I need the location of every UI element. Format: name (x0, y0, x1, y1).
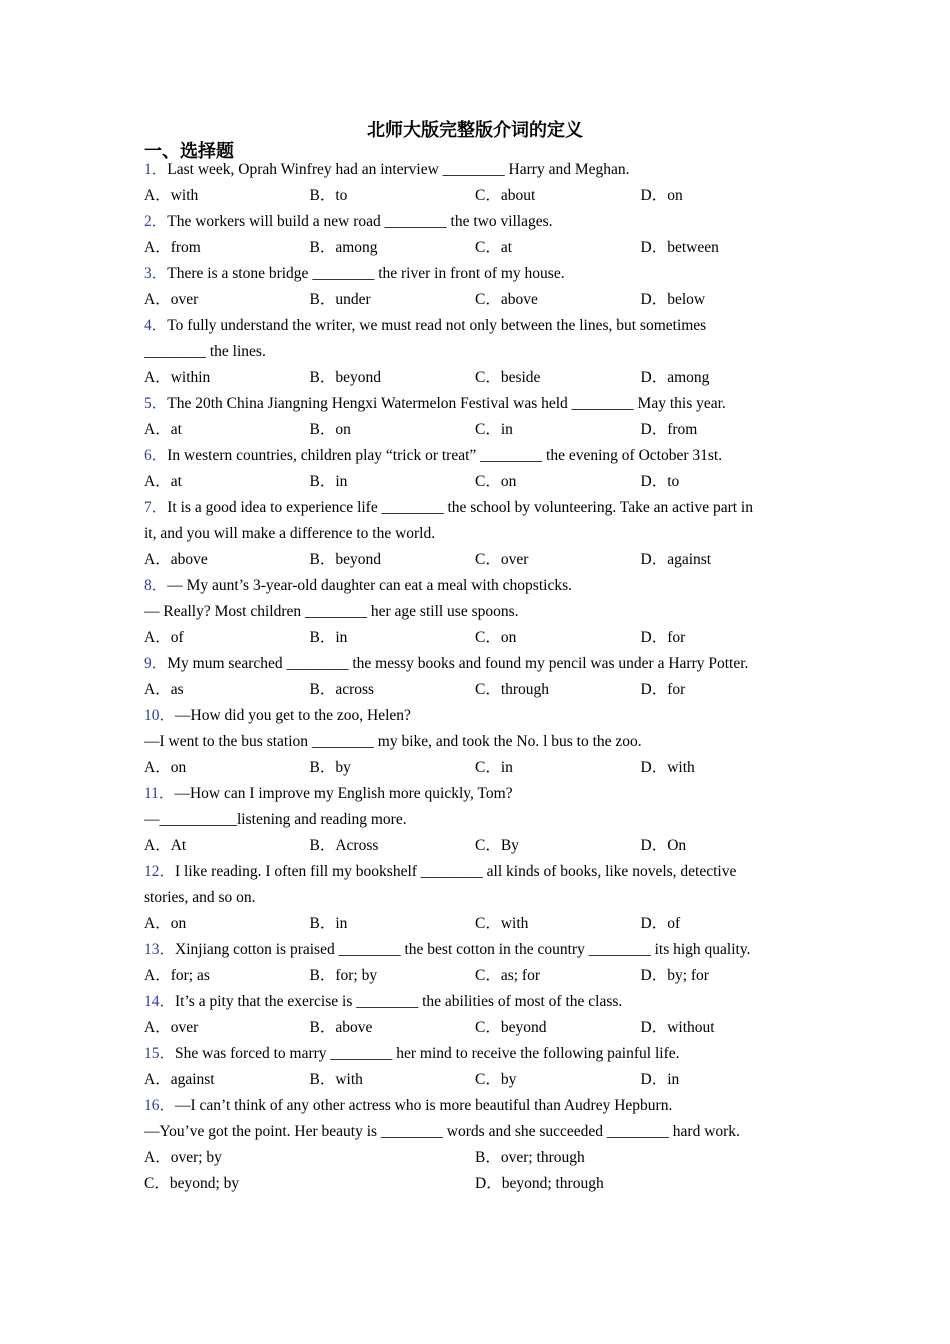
question-number: 15． (144, 1045, 176, 1062)
answer-option[interactable]: D．on (640, 187, 683, 204)
question-item (144, 703, 814, 781)
question-stem (144, 495, 814, 521)
answer-options (144, 1067, 814, 1093)
question-number: 9． (144, 655, 168, 672)
question-item (144, 859, 814, 937)
answer-options (144, 547, 814, 573)
answer-option[interactable]: C．By (475, 837, 519, 854)
answer-option[interactable]: B．Across (309, 837, 379, 854)
question-stem (144, 703, 814, 729)
question-text: it, and you will make a difference to the world. (144, 525, 436, 542)
answer-option[interactable]: C．in (475, 421, 513, 438)
question-text: Last week, Oprah Winfrey had an interview ________ Harry and Meghan. (167, 161, 630, 178)
answer-option[interactable]: B．beyond (309, 551, 381, 568)
answer-option[interactable]: C．through (475, 681, 550, 698)
question-item (144, 157, 814, 209)
question-number: 7． (144, 499, 168, 516)
answer-option[interactable]: D．for (640, 629, 686, 646)
answer-options (144, 833, 814, 859)
question-text: stories, and so on. (144, 889, 256, 906)
answer-option[interactable]: C．on (475, 629, 517, 646)
question-line (144, 521, 814, 547)
answer-option[interactable]: B．on (309, 421, 351, 438)
question-stem (144, 573, 814, 599)
question-text: —I can’t think of any other actress who is more beautiful than Audrey Hepburn. (175, 1097, 673, 1114)
question-item (144, 651, 814, 703)
answer-option[interactable]: B．in (309, 473, 348, 490)
answer-option[interactable]: D．beyond; through (475, 1175, 604, 1192)
question-text: There is a stone bridge ________ the river in front of my house. (167, 265, 565, 282)
answer-options (144, 755, 814, 781)
question-number: 3． (144, 265, 168, 282)
answer-option[interactable]: A．at (144, 421, 182, 438)
answer-option[interactable]: D．below (640, 291, 706, 308)
answer-options (144, 625, 814, 651)
question-text: Xinjiang cotton is praised ________ the best cotton in the country ________ its high quality. (175, 941, 751, 958)
question-text: It is a good idea to experience life ________ the school by volunteering. Take an active part in (167, 499, 753, 516)
answer-option[interactable]: A．above (144, 551, 208, 568)
question-stem (144, 781, 814, 807)
question-item (144, 1093, 814, 1197)
question-stem (144, 1093, 814, 1119)
question-number: 5． (144, 395, 168, 412)
question-line (144, 807, 814, 833)
question-text: —I went to the bus station ________ my bike, and took the No. l bus to the zoo. (144, 733, 642, 750)
answer-option[interactable]: B．under (309, 291, 371, 308)
answer-options (144, 183, 814, 209)
question-number: 14． (144, 993, 176, 1010)
answer-option[interactable]: D．from (640, 421, 698, 438)
answer-option[interactable]: A．for; as (144, 967, 210, 984)
answer-option[interactable]: A．of (144, 629, 184, 646)
answer-option[interactable]: C．by (475, 1071, 517, 1088)
answer-options (144, 963, 814, 989)
answer-option[interactable]: B．to (309, 187, 348, 204)
question-stem (144, 391, 814, 417)
answer-option[interactable]: B．by (309, 759, 351, 776)
answer-option[interactable]: A．over; by (144, 1149, 222, 1166)
answer-options (144, 1015, 814, 1041)
answer-option[interactable]: A．from (144, 239, 201, 256)
question-text: —How did you get to the zoo, Helen? (175, 707, 411, 724)
question-line (144, 885, 814, 911)
answer-option[interactable]: D．by; for (640, 967, 709, 984)
question-item (144, 261, 814, 313)
answer-option[interactable]: D．of (640, 915, 681, 932)
answer-option[interactable]: B．in (309, 915, 348, 932)
answer-option[interactable]: A．over (144, 1019, 199, 1036)
question-text: The workers will build a new road ________ the two villages. (167, 213, 553, 230)
answer-option[interactable]: A．with (144, 187, 199, 204)
question-number: 6． (144, 447, 168, 464)
question-stem (144, 651, 814, 677)
answer-option[interactable]: D．in (640, 1071, 680, 1088)
question-item (144, 937, 814, 989)
answer-option[interactable]: D．without (640, 1019, 715, 1036)
question-stem (144, 989, 814, 1015)
answer-options (144, 417, 814, 443)
question-stem (144, 157, 814, 183)
answer-option[interactable]: B．with (309, 1071, 363, 1088)
answer-options (144, 469, 814, 495)
answer-option[interactable]: B．across (309, 681, 375, 698)
question-line (144, 599, 814, 625)
answer-option[interactable]: D．On (640, 837, 687, 854)
answer-option[interactable]: D．with (640, 759, 695, 776)
question-item (144, 391, 814, 443)
question-number: 13． (144, 941, 176, 958)
question-item (144, 989, 814, 1041)
answer-option[interactable]: B．for; by (309, 967, 378, 984)
question-stem (144, 313, 814, 339)
answer-options (144, 1145, 814, 1197)
question-text: ________ the lines. (144, 343, 266, 360)
question-line (144, 1119, 814, 1145)
answer-options (144, 287, 814, 313)
answer-option[interactable]: B．over; through (475, 1149, 585, 1166)
question-stem (144, 1041, 814, 1067)
question-text: — Really? Most children ________ her age still use spoons. (144, 603, 519, 620)
question-text: — My aunt’s 3-year-old daughter can eat a meal with chopsticks. (167, 577, 572, 594)
question-stem (144, 209, 814, 235)
answer-option[interactable]: D．among (640, 369, 710, 386)
question-item (144, 209, 814, 261)
question-number: 16． (144, 1097, 176, 1114)
answer-options (144, 365, 814, 391)
question-number: 12． (144, 863, 176, 880)
answer-option[interactable]: D．between (640, 239, 719, 256)
answer-option[interactable]: B．in (309, 629, 348, 646)
question-text: —How can I improve my English more quickly, Tom? (174, 785, 513, 802)
answer-option[interactable]: A．against (144, 1071, 215, 1088)
answer-option[interactable]: C．as; for (475, 967, 541, 984)
question-item (144, 573, 814, 651)
question-text: —You’ve got the point. Her beauty is ________ words and she succeeded ________ hard work. (144, 1123, 740, 1140)
question-item (144, 781, 814, 859)
answer-option[interactable]: A．on (144, 915, 187, 932)
question-text: —__________listening and reading more. (144, 811, 407, 828)
question-item (144, 495, 814, 573)
answer-option[interactable]: A．within (144, 369, 211, 386)
question-stem (144, 261, 814, 287)
answer-option[interactable]: B．among (309, 239, 378, 256)
answer-option[interactable]: C．in (475, 759, 513, 776)
question-line (144, 339, 814, 365)
answer-option[interactable]: A．at (144, 473, 182, 490)
question-item (144, 443, 814, 495)
answer-options (144, 235, 814, 261)
question-item (144, 1041, 814, 1093)
answer-option[interactable]: C．over (475, 551, 529, 568)
answer-option[interactable]: B．beyond (309, 369, 381, 386)
question-list (144, 157, 814, 1197)
question-number: 11． (144, 785, 175, 802)
question-number: 8． (144, 577, 168, 594)
question-stem (144, 443, 814, 469)
question-number: 10． (144, 707, 176, 724)
answer-options (144, 911, 814, 937)
question-line (144, 729, 814, 755)
answer-option[interactable]: B．above (309, 1019, 373, 1036)
answer-option[interactable]: C．beyond; by (144, 1175, 240, 1192)
answer-option[interactable]: A．as (144, 681, 184, 698)
question-number: 2． (144, 213, 168, 230)
question-text: In western countries, children play “trick or treat” ________ the evening of October 31st. (167, 447, 723, 464)
answer-option[interactable]: D．to (640, 473, 680, 490)
question-text: My mum searched ________ the messy books and found my pencil was under a Harry Potter. (167, 655, 749, 672)
answer-option[interactable]: C．on (475, 473, 517, 490)
answer-options (144, 677, 814, 703)
question-stem (144, 859, 814, 885)
question-number: 1． (144, 161, 168, 178)
answer-option[interactable]: A．At (144, 837, 187, 854)
answer-option[interactable]: C．beyond (475, 1019, 547, 1036)
answer-option[interactable]: A．on (144, 759, 187, 776)
section-heading: 一、选择题 (144, 141, 234, 162)
answer-option[interactable]: D．against (640, 551, 712, 568)
question-stem (144, 937, 814, 963)
answer-option[interactable]: C．at (475, 239, 513, 256)
question-item (144, 313, 814, 391)
answer-option[interactable]: C．about (475, 187, 536, 204)
question-text: To fully understand the writer, we must read not only between the lines, but sometimes (167, 317, 707, 334)
question-number: 4． (144, 317, 168, 334)
question-text: I like reading. I often fill my bookshelf ________ all kinds of books, like novels, detective (175, 863, 737, 880)
question-text: It’s a pity that the exercise is ________ the abilities of most of the class. (175, 993, 623, 1010)
answer-option[interactable]: C．above (475, 291, 538, 308)
question-text: The 20th China Jiangning Hengxi Watermelon Festival was held ________ May this year. (167, 395, 726, 412)
question-text: She was forced to marry ________ her mind to receive the following painful life. (175, 1045, 680, 1062)
answer-option[interactable]: C．beside (475, 369, 541, 386)
answer-option[interactable]: C．with (475, 915, 529, 932)
answer-option[interactable]: D．for (640, 681, 686, 698)
answer-option[interactable]: A．over (144, 291, 199, 308)
document-title: 北师大版完整版介词的定义 (367, 120, 583, 141)
